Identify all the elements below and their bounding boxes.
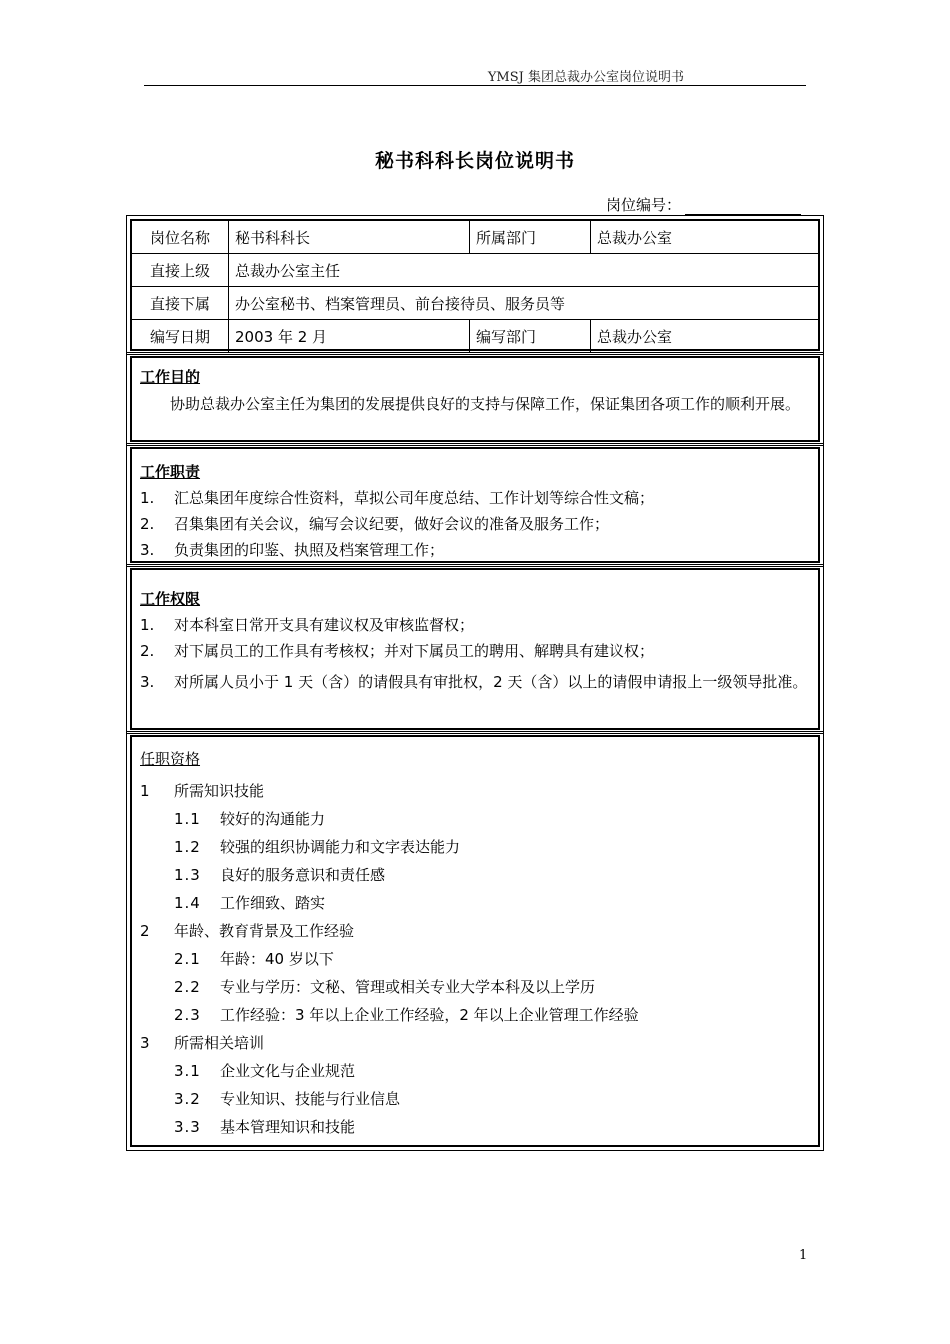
position-name-label: 岗位名称: [132, 221, 229, 254]
header-rule: [144, 85, 806, 86]
qualification-group: 1 所需知识技能: [140, 782, 265, 800]
duty-item: 2. 召集集团有关会议，编写会议纪要，做好会议的准备及服务工作；: [140, 515, 610, 533]
qualification-item: 2.3 工作经验：3 年以上企业工作经验，2 年以上企业管理工作经验: [174, 1006, 639, 1024]
department-value: 总裁办公室: [591, 221, 819, 254]
subordinates-value: 办公室秘书、档案管理员、前台接待员、服务员等: [229, 287, 819, 320]
duty-item: 1. 汇总集团年度综合性资料，草拟公司年度总结、工作计划等综合性文稿；: [140, 489, 655, 507]
post-number-field: [606, 194, 801, 215]
duty-item: 3. 负责集团的印鉴、执照及档案管理工作；: [140, 541, 445, 559]
qualification-item: 3.2 专业知识、技能与行业信息: [174, 1090, 401, 1108]
department-label: 所属部门: [470, 221, 591, 254]
authority-item: 2. 对下属员工的工作具有考核权；并对下属员工的聘用、解聘具有建议权；: [140, 642, 655, 660]
post-number-label: 岗位编号：: [606, 196, 682, 214]
info-table: [132, 221, 818, 352]
qualification-item: 3.1 企业文化与企业规范: [174, 1062, 356, 1080]
duties-box: [126, 443, 824, 567]
qualification-item: 1.4 工作细致、踏实: [174, 894, 326, 912]
purpose-box: [126, 352, 824, 446]
qualification-item: 1.1 较好的沟通能力: [174, 810, 326, 828]
author-dept-label: 编写部门: [470, 320, 591, 353]
info-box: [126, 215, 824, 355]
subordinates-label: 直接下属: [132, 287, 229, 320]
date-label: 编写日期: [132, 320, 229, 353]
qualification-item: 2.1 年龄：40 岁以下: [174, 950, 334, 968]
purpose-text: 协助总裁办公室主任为集团的发展提供良好的支持与保障工作，保证集团各项工作的顺利开展。: [170, 395, 801, 413]
qualifications-title: 任职资格: [140, 750, 201, 768]
date-value: 2003 年 2 月: [229, 320, 470, 353]
authority-item: 3. 对所属人员小于 1 天（含）的请假具有审批权，2 天（含）以上的请假申请报上一级领导批准。: [140, 673, 808, 691]
page-number: 1: [799, 1248, 808, 1263]
qualification-item: 1.2 较强的组织协调能力和文字表达能力: [174, 838, 461, 856]
qualifications-box: [126, 731, 824, 1151]
duties-title: 工作职责: [140, 463, 201, 481]
authority-item: 1. 对本科室日常开支具有建议权及审核监督权；: [140, 616, 475, 634]
running-header: YMSJ 集团总裁办公室岗位说明书: [487, 70, 684, 85]
qualification-group: 3 所需相关培训: [140, 1034, 265, 1052]
authority-box: [126, 564, 824, 734]
qualification-group: 2 年龄、教育背景及工作经验: [140, 922, 355, 940]
qualification-item: 2.2 专业与学历：文秘、管理或相关专业大学本科及以上学历: [174, 978, 596, 996]
purpose-title: 工作目的: [140, 368, 201, 386]
position-name-value: 秘书科科长: [229, 221, 470, 254]
superior-label: 直接上级: [132, 254, 229, 287]
qualification-item: 3.3 基本管理知识和技能: [174, 1118, 356, 1136]
post-number-blank: [685, 200, 801, 215]
qualification-item: 1.3 良好的服务意识和责任感: [174, 866, 386, 884]
authority-title: 工作权限: [140, 590, 201, 608]
author-dept-value: 总裁办公室: [591, 320, 819, 353]
superior-value: 总裁办公室主任: [229, 254, 819, 287]
page-title: 秘书科科长岗位说明书: [374, 150, 575, 172]
